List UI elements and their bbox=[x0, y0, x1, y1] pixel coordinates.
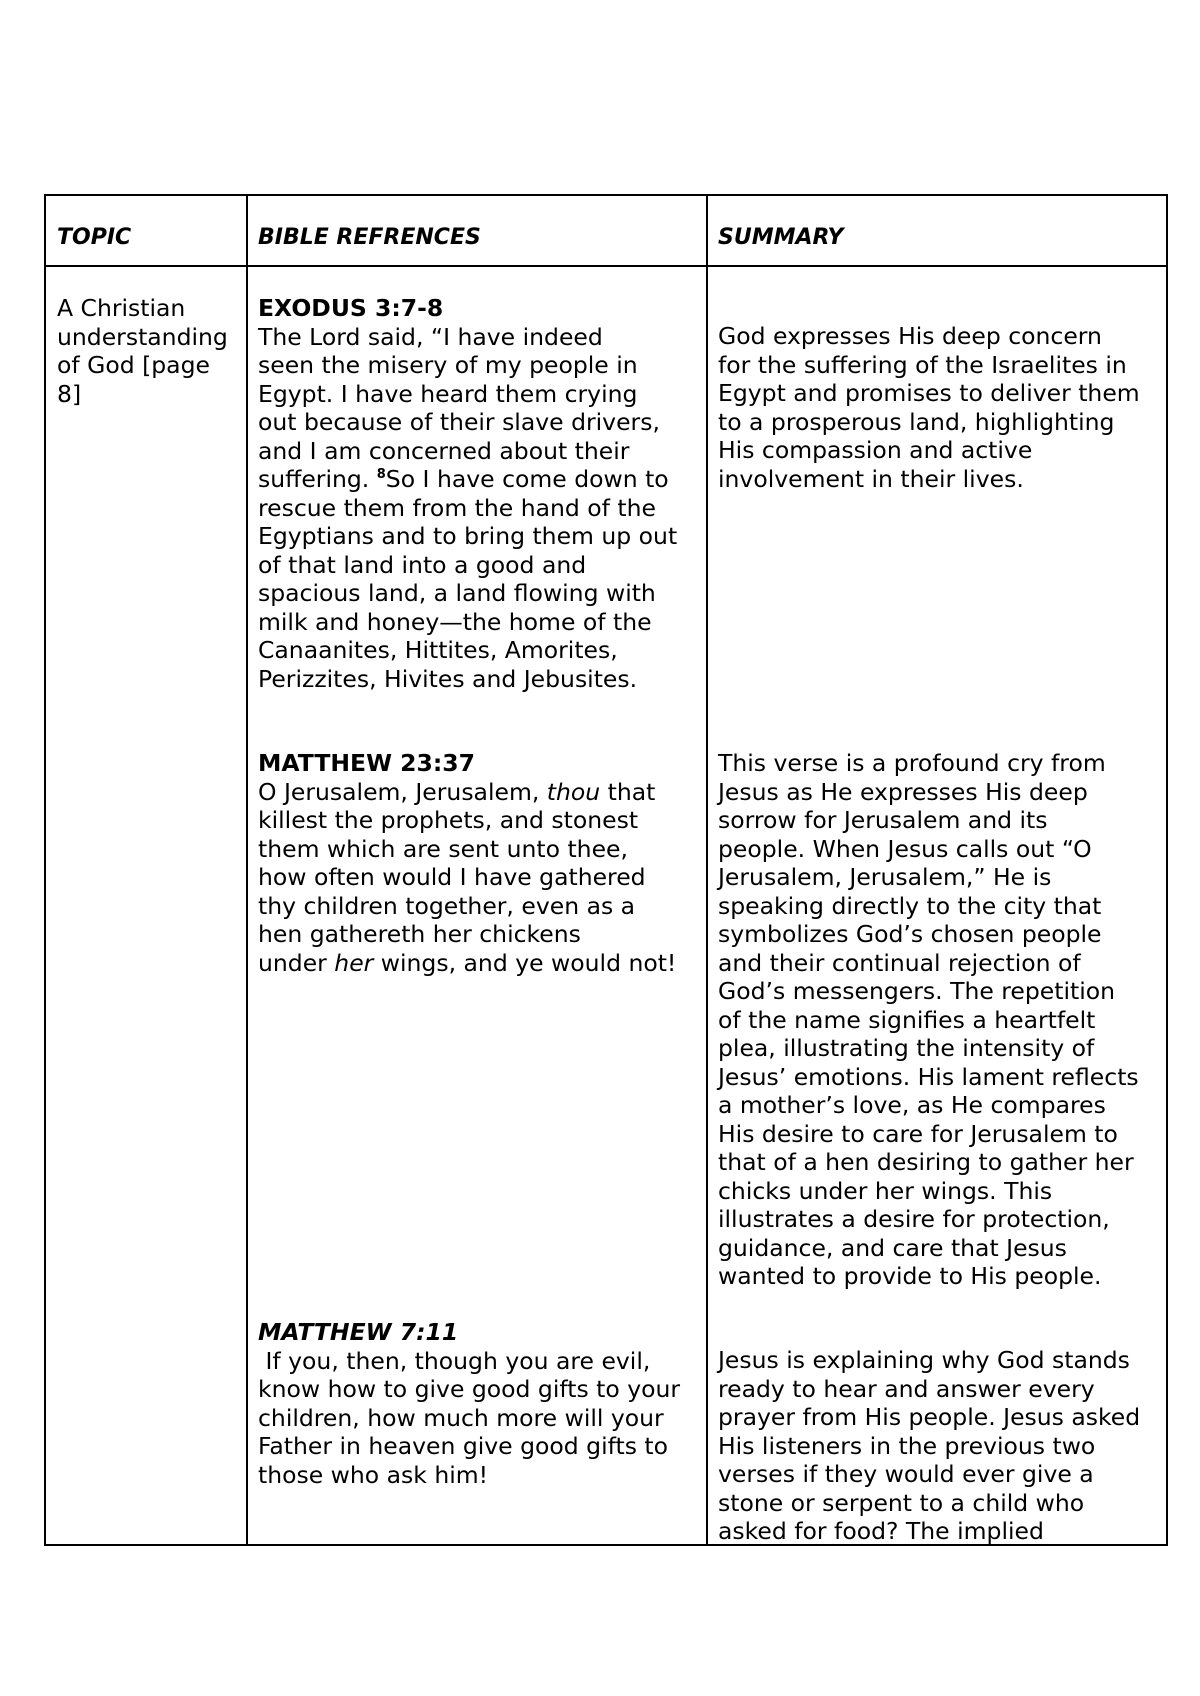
summary-line: His compassion and active bbox=[718, 436, 1033, 464]
column-divider-2 bbox=[706, 194, 708, 1546]
verse-line: them which are sent unto thee, bbox=[258, 834, 628, 863]
verse-line: Canaanites, Hittites, Amorites, bbox=[258, 636, 618, 664]
verse-line: hen gathereth her chickens bbox=[258, 920, 581, 948]
summary-line: This verse is a profound cry from bbox=[718, 749, 1106, 777]
summary-line: Jesus is explaining why God stands bbox=[718, 1346, 1130, 1374]
summary-line: symbolizes God’s chosen people bbox=[718, 920, 1102, 948]
table-top-border bbox=[44, 194, 1168, 196]
verse-text: under bbox=[258, 948, 335, 977]
table-left-border bbox=[44, 194, 46, 1546]
verse-line bbox=[258, 949, 676, 978]
summary-line: prayer from His people. Jesus asked bbox=[718, 1403, 1141, 1431]
topic-line: 8] bbox=[57, 379, 82, 408]
verse-line: thy children together, even as a bbox=[258, 891, 636, 920]
summary-line: involvement in their lives. bbox=[718, 464, 1024, 493]
summary-line: to a prosperous land, highlighting bbox=[718, 407, 1115, 436]
summary-line: a mother’s love, as He compares bbox=[718, 1091, 1106, 1119]
summary-line: Jerusalem, Jerusalem,” He is bbox=[718, 863, 1052, 891]
header-summary: SUMMARY bbox=[718, 225, 844, 250]
verse-number: 8 bbox=[376, 467, 386, 482]
summary-line: plea, illustrating the intensity of bbox=[718, 1034, 1095, 1062]
header-bible-references: BIBLE REFRENCES bbox=[258, 225, 481, 250]
verse-line: children, how much more will your bbox=[258, 1403, 664, 1432]
verse-line: know how to give good gifts to your bbox=[258, 1375, 681, 1403]
summary-line: Egypt and promises to deliver them bbox=[718, 379, 1140, 407]
verse-line: milk and honey—the home of the bbox=[258, 607, 652, 636]
table-right-border bbox=[1166, 194, 1168, 1546]
verse-text: suffering. bbox=[258, 465, 377, 493]
reference-title: MATTHEW 23:37 bbox=[258, 749, 475, 777]
verse-line: seen the misery of my people in bbox=[258, 351, 638, 379]
summary-line: illustrates a desire for protection, bbox=[718, 1205, 1110, 1233]
summary-matthew-7-11 bbox=[718, 1346, 1140, 1546]
verse-text: O Jerusalem, Jerusalem, bbox=[258, 777, 547, 806]
header-bottom-border bbox=[44, 265, 1168, 267]
summary-line: people. When Jesus calls out “O bbox=[718, 834, 1092, 863]
topic-line: of God [page bbox=[57, 351, 210, 379]
reference-exodus bbox=[258, 294, 677, 693]
summary-line: God’s messengers. The repetition bbox=[718, 977, 1116, 1005]
reference-title: MATTHEW 7:11 bbox=[258, 1318, 459, 1346]
verse-line: of that land into a good and bbox=[258, 550, 587, 579]
summary-line: sorrow for Jerusalem and its bbox=[718, 806, 1048, 834]
verse-line: killest the prophets, and stonest bbox=[258, 806, 639, 834]
verse-line bbox=[258, 465, 677, 494]
summary-line: and their continual rejection of bbox=[718, 948, 1081, 977]
summary-line: guidance, and care that Jesus bbox=[718, 1233, 1067, 1262]
reference-matthew-7-11 bbox=[258, 1318, 680, 1489]
verse-line: Perizzites, Hivites and Jebusites. bbox=[258, 664, 638, 693]
verse-line: The Lord said, “I have indeed bbox=[258, 322, 603, 351]
summary-line: His listeners in the previous two bbox=[718, 1431, 1096, 1460]
summary-line: verses if they would ever give a bbox=[718, 1460, 1094, 1488]
verse-line bbox=[258, 778, 676, 807]
verse-emphasis: her bbox=[334, 948, 374, 977]
verse-line: and I am concerned about their bbox=[258, 436, 630, 465]
verse-text: So I have come down to bbox=[385, 465, 669, 493]
summary-line: Jesus as He expresses His deep bbox=[718, 777, 1088, 806]
summary-line: Jesus’ emotions. His lament reflects bbox=[718, 1062, 1139, 1091]
verse-line: how often would I have gathered bbox=[258, 863, 646, 891]
summary-line: God expresses His deep concern bbox=[718, 322, 1102, 350]
reference-title: EXODUS 3:7-8 bbox=[258, 294, 444, 322]
summary-line: ready to hear and answer every bbox=[718, 1374, 1095, 1403]
verse-line: If you, then, though you are evil, bbox=[258, 1346, 651, 1375]
summary-line: chicks under her wings. This bbox=[718, 1176, 1053, 1205]
verse-text: that bbox=[600, 777, 656, 806]
verse-line: Egyptians and to bring them up out bbox=[258, 522, 678, 550]
summary-exodus bbox=[718, 322, 1140, 493]
summary-line: of the name signifies a heartfelt bbox=[718, 1005, 1096, 1034]
verse-text: wings, and ye would not! bbox=[373, 948, 677, 977]
summary-line: wanted to provide to His people. bbox=[718, 1262, 1102, 1290]
topic-cell bbox=[57, 294, 228, 408]
summary-matthew-23-37 bbox=[718, 749, 1139, 1291]
summary-line: His desire to care for Jerusalem to bbox=[718, 1119, 1118, 1148]
topic-line: understanding bbox=[57, 322, 228, 351]
summary-line: stone or serpent to a child who bbox=[718, 1488, 1085, 1517]
verse-line: rescue them from the hand of the bbox=[258, 493, 656, 522]
verse-line: those who ask him! bbox=[258, 1460, 489, 1489]
verse-line: spacious land, a land flowing with bbox=[258, 579, 656, 607]
column-divider-1 bbox=[246, 194, 248, 1546]
topic-line: A Christian bbox=[57, 294, 186, 322]
summary-line: that of a hen desiring to gather her bbox=[718, 1148, 1134, 1176]
summary-line: speaking directly to the city that bbox=[718, 891, 1102, 920]
summary-line: for the suffering of the Israelites in bbox=[718, 350, 1127, 379]
verse-line: Egypt. I have heard them crying bbox=[258, 379, 638, 408]
header-topic: TOPIC bbox=[57, 225, 132, 250]
verse-line: out because of their slave drivers, bbox=[258, 408, 660, 436]
summary-line: asked for food? The implied bbox=[718, 1517, 1044, 1545]
reference-matthew-23-37 bbox=[258, 749, 676, 977]
verse-emphasis: thou bbox=[546, 777, 601, 806]
verse-line: Father in heaven give good gifts to bbox=[258, 1432, 668, 1460]
